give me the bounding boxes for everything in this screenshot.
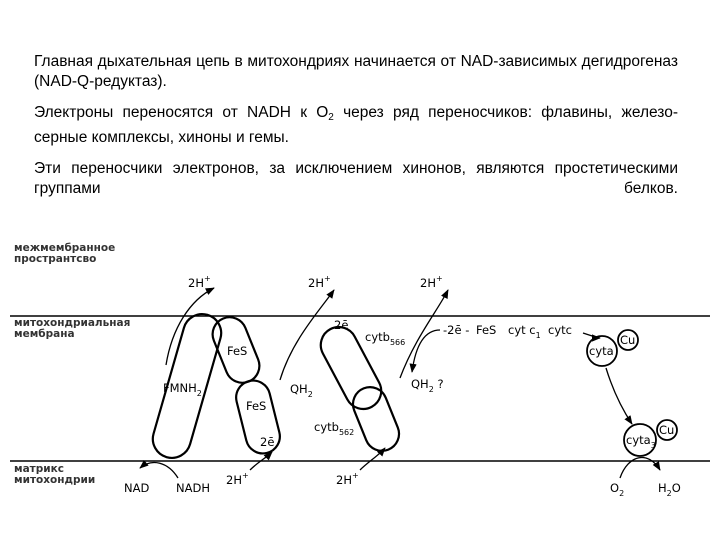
label-chain-fes: FeS	[476, 323, 497, 337]
label-2h-top-2: 2H+	[308, 274, 331, 290]
arrow-h-out-3	[400, 290, 448, 378]
intro-paragraph-1: Главная дыхательная цепь в митохондриях начинается от NAD-зависимых дегидрогеназ (NAD-Q-редуктаз).	[34, 53, 678, 90]
label-cytb566: cytb$_{566}$	[365, 330, 406, 347]
label-chain-cytc1: cyt $c_1$	[508, 323, 541, 340]
label-nadh: NADH	[176, 481, 210, 495]
arrow-cyta-to-cyta3	[606, 368, 632, 424]
arrow-chain-to-qh2	[412, 330, 440, 372]
label-cu-2: Cu	[659, 423, 675, 437]
intro-paragraph-3: Эти переносчики электронов, за исключением хинонов, являются простетическими группами белков.	[34, 160, 678, 197]
label-2h-bottom-2: 2H+	[336, 471, 359, 487]
zone-label-matrix-1: матрикс	[14, 463, 64, 475]
arrow-h-out-2	[280, 290, 334, 380]
zone-label-intermembrane-2: пространтсво	[14, 253, 97, 265]
p2-o2-subscript: 2	[328, 112, 334, 123]
zone-label-intermembrane-1: межмембранное	[14, 242, 116, 254]
label-2h-bottom-1: 2H+	[226, 471, 249, 487]
label-cytb562: cytb$_{562}$	[314, 420, 355, 437]
zone-label-membrane-1: митохондриальная	[14, 317, 131, 329]
label-chain-2e: -2ē -	[443, 323, 470, 337]
label-cu-1: Cu	[620, 333, 636, 347]
p2-after: через ряд переносчиков: флавины, железо-серные комплексы, хиноны и гемы.	[34, 104, 678, 146]
arrow-nadh-to-nad	[140, 463, 178, 478]
p2-before: Электроны переносятся от NADH к O	[34, 104, 329, 121]
label-cyta: cyta	[589, 344, 614, 358]
zone-label-matrix-2: митохондрии	[14, 474, 96, 486]
cytb562-protein-shape	[348, 382, 404, 456]
label-2h-top-3: 2H+	[420, 274, 443, 290]
label-2e-2: 2ē	[334, 318, 349, 332]
label-cyta3: cyta$_3$	[626, 433, 656, 450]
label-h2o: $H_2O$	[658, 481, 681, 498]
label-o2: $O_2$	[610, 481, 625, 498]
label-fes-2: FeS	[246, 399, 267, 413]
arrow-cytc-to-cyta	[583, 333, 600, 338]
arrow-h-out-1	[166, 288, 214, 365]
arrow-h-in-2	[360, 448, 385, 470]
label-2e-1: 2ē	[260, 435, 275, 449]
label-fmnh2: $FMNH_2$	[163, 381, 202, 398]
label-fes-1: FeS	[227, 344, 248, 358]
fes-protein-shape-2	[233, 377, 284, 457]
zone-label-membrane-2: мембрана	[14, 328, 75, 340]
label-qh2-question: $QH_2$ ?	[411, 377, 444, 394]
label-qh2: $QH_2$	[290, 382, 313, 399]
label-chain-cytc: cytc	[548, 323, 572, 337]
label-nad: NAD	[124, 481, 150, 495]
label-2h-top-1: 2H+	[188, 274, 211, 290]
